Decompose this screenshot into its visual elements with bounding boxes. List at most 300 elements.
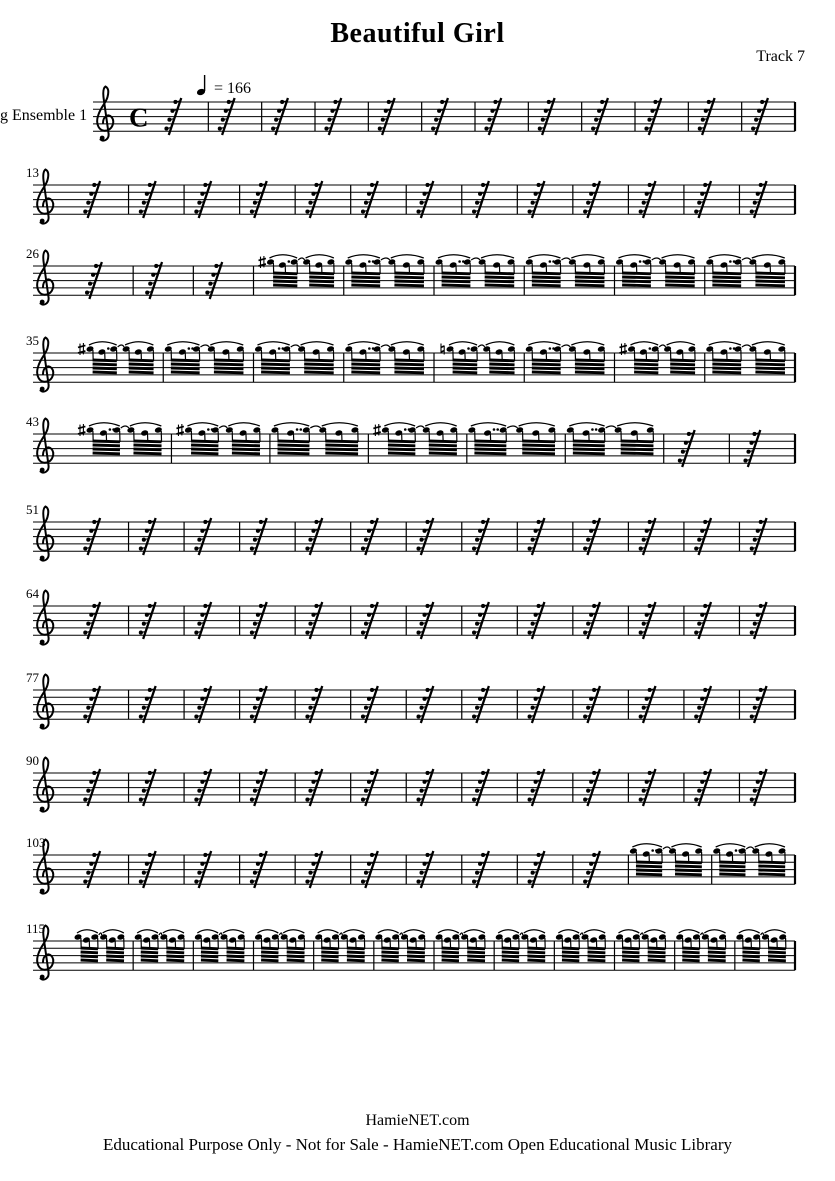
beam [532, 368, 561, 369]
slur [348, 255, 380, 258]
beam [648, 952, 666, 953]
beamed-note-group [736, 930, 761, 961]
tie [279, 933, 282, 935]
beam [575, 277, 605, 278]
augmentation-dot [92, 935, 95, 938]
beam [712, 277, 741, 278]
beamed-note-group [629, 844, 663, 875]
treble-clef-icon [37, 338, 53, 392]
staff-system-43 [26, 414, 795, 473]
beam [712, 364, 741, 365]
beam [351, 368, 380, 369]
augmentation-dot [591, 428, 594, 431]
augmentation-dot [372, 260, 375, 263]
beam [347, 960, 365, 961]
beam [712, 372, 741, 373]
augmentation-dot [493, 428, 496, 431]
beam [232, 445, 260, 446]
notes-measure-content [706, 342, 786, 373]
beam [670, 364, 695, 365]
beam [214, 372, 244, 373]
beam [575, 281, 605, 282]
slur [519, 423, 555, 426]
beam [287, 960, 305, 961]
beamed-note-group [555, 930, 580, 961]
beam [532, 281, 561, 282]
beam [351, 277, 380, 278]
page-title: Beautiful Girl [330, 18, 505, 49]
page-footer [0, 1112, 835, 1155]
tie [219, 426, 227, 428]
tie [460, 933, 463, 935]
slur [464, 930, 485, 933]
beam [665, 285, 695, 286]
beam [522, 445, 555, 446]
staff-system-51 [26, 502, 795, 561]
slur [210, 342, 243, 345]
slur [471, 423, 506, 426]
beamed-note-group [641, 930, 667, 961]
measure-number: 90 [26, 753, 39, 768]
augmentation-dot [733, 347, 736, 350]
augmentation-dot [95, 935, 98, 938]
slur [716, 844, 746, 847]
beam [665, 281, 695, 282]
measure [176, 423, 261, 454]
treble-clef-icon [37, 251, 53, 305]
treble-clef-icon [37, 507, 53, 561]
beam [429, 445, 457, 446]
beam [442, 277, 471, 278]
beam [622, 952, 639, 953]
beamed-note-group [254, 930, 279, 961]
tie [381, 258, 390, 260]
treble-clef-icon [37, 170, 53, 224]
slur [449, 342, 477, 345]
beam [129, 368, 154, 369]
measure [74, 930, 125, 961]
slur [270, 255, 298, 258]
augmentation-dot [462, 260, 465, 263]
augmentation-dot [633, 935, 636, 938]
tie [339, 933, 342, 935]
slur [438, 930, 459, 933]
beam [227, 956, 245, 957]
beam [682, 956, 699, 957]
beam [742, 960, 759, 961]
beamed-note-group [706, 342, 743, 373]
beam [708, 956, 726, 957]
notes-measure-content [375, 930, 426, 961]
beamed-note-group [468, 423, 508, 454]
beamed-note-group [568, 255, 605, 286]
beam [755, 372, 785, 373]
beamed-note-group [345, 255, 382, 286]
beam [453, 368, 478, 369]
beamed-note-group [627, 342, 659, 373]
measure [254, 930, 305, 961]
beamed-note-group [184, 423, 219, 454]
staff-system-64 [26, 586, 795, 645]
beamed-note-group [86, 423, 121, 454]
measure [259, 255, 336, 286]
measure [435, 930, 486, 961]
augmentation-dot [211, 428, 214, 431]
beam [708, 960, 726, 961]
measure [373, 423, 458, 454]
beam [622, 960, 639, 961]
beamed-note-group [375, 930, 400, 961]
beamed-note-group [752, 844, 787, 875]
slur [709, 255, 741, 258]
slur [301, 342, 334, 345]
slur [571, 342, 604, 345]
notes-measure-content [78, 423, 163, 454]
tie [761, 933, 764, 935]
tie [659, 345, 665, 347]
beam [304, 372, 334, 373]
slur [403, 930, 424, 933]
beam [309, 277, 334, 278]
tie [416, 426, 424, 428]
beamed-note-group [435, 255, 472, 286]
beam [573, 445, 605, 446]
beam [141, 960, 158, 961]
beam [141, 956, 158, 957]
slur [343, 930, 364, 933]
beamed-note-group [566, 423, 606, 454]
beam [467, 956, 485, 957]
beam [442, 285, 471, 286]
beam [407, 960, 425, 961]
beam [381, 956, 398, 957]
slur [667, 342, 695, 345]
measure [164, 342, 244, 373]
beamed-note-group [525, 255, 562, 286]
beam [522, 449, 555, 450]
augmentation-dot [729, 260, 732, 263]
beam [394, 368, 424, 369]
augmentation-dot [299, 428, 302, 431]
beam [665, 277, 695, 278]
slur [130, 423, 161, 426]
beam [719, 866, 745, 867]
beam [675, 874, 702, 875]
tie [606, 426, 616, 428]
augmentation-dot [336, 935, 339, 938]
beamed-note-group [435, 930, 460, 961]
beam [214, 364, 244, 365]
beam [742, 956, 759, 957]
beamed-note-group [446, 342, 478, 373]
slur [671, 844, 701, 847]
notes-measure-content [736, 930, 787, 961]
staff-system-35 [26, 333, 795, 392]
beam [467, 952, 485, 953]
slur [619, 255, 651, 258]
beam [201, 956, 218, 957]
beamed-note-group [614, 423, 655, 454]
slur [739, 930, 760, 933]
slur [752, 342, 785, 345]
tie [400, 933, 403, 935]
notes-measure-content [468, 423, 556, 454]
slur [137, 930, 158, 933]
beam [675, 870, 702, 871]
measure [615, 930, 666, 961]
beam [351, 281, 380, 282]
staff-system-1 [93, 87, 795, 141]
measure-number: 64 [26, 586, 39, 601]
treble-clef-icon [97, 87, 113, 141]
slur [528, 255, 560, 258]
beamed-note-group [340, 930, 366, 961]
beamed-note-group [761, 930, 787, 961]
beam [562, 952, 579, 953]
beamed-note-group [381, 423, 416, 454]
beamed-note-group [712, 844, 746, 875]
beam [129, 372, 154, 373]
beam [278, 453, 310, 454]
beam [93, 368, 117, 369]
measure [78, 342, 155, 373]
beam [93, 449, 120, 450]
beam [394, 364, 424, 365]
notes-measure-content [525, 255, 605, 286]
beam [133, 449, 161, 450]
augmentation-dot [404, 428, 407, 431]
beam [575, 364, 605, 365]
slur [125, 342, 153, 345]
beam [261, 960, 278, 961]
beam [755, 285, 785, 286]
augmentation-dot [652, 347, 655, 350]
tie [381, 345, 390, 347]
slur [258, 342, 290, 345]
beam [201, 960, 218, 961]
measure [441, 342, 516, 373]
tie [507, 426, 517, 428]
slur [348, 342, 380, 345]
beamed-note-group [127, 423, 163, 454]
beam [712, 368, 741, 369]
augmentation-dot [109, 428, 112, 431]
slur [558, 930, 579, 933]
beamed-note-group [388, 255, 425, 286]
beam [232, 453, 260, 454]
beam [351, 364, 380, 365]
beam [532, 372, 561, 373]
beam [351, 372, 380, 373]
beamed-note-group [314, 930, 339, 961]
tie [561, 258, 570, 260]
notes-measure-content [254, 930, 305, 961]
tie [520, 933, 523, 935]
beam [527, 952, 545, 953]
beam [622, 956, 639, 957]
staff-system-26 [26, 246, 795, 305]
beam [562, 960, 579, 961]
tie [700, 933, 703, 935]
beam [634, 368, 658, 369]
slur [187, 423, 218, 426]
measure [712, 844, 786, 875]
augmentation-dot [738, 849, 741, 852]
beam [675, 866, 702, 867]
beam [287, 952, 305, 953]
beamed-note-group [701, 930, 727, 961]
beam [351, 285, 380, 286]
beamed-note-group [271, 423, 311, 454]
slur [528, 342, 560, 345]
beam [133, 445, 161, 446]
tie [652, 258, 661, 260]
beam [758, 866, 785, 867]
notes-measure-content [620, 342, 697, 373]
augmentation-dot [282, 347, 285, 350]
beam [227, 952, 245, 953]
beam [278, 445, 310, 446]
augmentation-dot [207, 428, 210, 431]
slur [438, 255, 470, 258]
tie [298, 258, 304, 260]
measure [375, 930, 426, 961]
beam [129, 364, 154, 365]
beam [532, 364, 561, 365]
notes-measure-content [706, 255, 786, 286]
beam [634, 372, 658, 373]
beam [453, 364, 478, 365]
augmentation-dot [368, 347, 371, 350]
beam [573, 449, 605, 450]
slur [524, 930, 545, 933]
slur [764, 930, 785, 933]
beamed-note-group [663, 342, 696, 373]
beam [309, 281, 334, 282]
beam [133, 453, 161, 454]
beam [719, 870, 745, 871]
notes-measure-content [78, 342, 155, 373]
tie [640, 933, 643, 935]
beam [171, 364, 200, 365]
tie [99, 933, 102, 935]
augmentation-dot [753, 935, 756, 938]
beam [712, 281, 741, 282]
augmentation-dot [496, 428, 499, 431]
notes-measure-content [566, 423, 654, 454]
measure [194, 930, 245, 961]
measure-number: 13 [26, 165, 39, 180]
slur [617, 423, 653, 426]
notes-measure-content [525, 342, 605, 373]
measure [706, 342, 786, 373]
beamed-note-group [615, 255, 652, 286]
beam [682, 960, 699, 961]
beam [304, 364, 334, 365]
beam [166, 952, 184, 953]
beam [388, 453, 415, 454]
measure [615, 255, 695, 286]
tie [742, 258, 751, 260]
beam [273, 281, 297, 282]
beam [191, 449, 218, 450]
measure [525, 342, 605, 373]
beam [442, 960, 459, 961]
beamed-note-group [495, 930, 520, 961]
augmentation-dot [456, 935, 459, 938]
measure-number: 77 [26, 670, 39, 685]
beam [467, 960, 485, 961]
beam [388, 449, 415, 450]
tie [200, 345, 209, 347]
beam [502, 960, 519, 961]
tempo-text: = 166 [214, 80, 252, 97]
augmentation-dot [392, 935, 395, 938]
beam [166, 956, 184, 957]
beam [588, 952, 606, 953]
beam [489, 364, 514, 365]
augmentation-dot [296, 428, 299, 431]
beam [621, 453, 654, 454]
slur [662, 255, 695, 258]
beam [502, 956, 519, 957]
beamed-note-group [302, 255, 335, 286]
beam [429, 449, 457, 450]
augmentation-dot [332, 935, 335, 938]
beam [575, 372, 605, 373]
measure [675, 930, 726, 961]
augmentation-dot [549, 347, 552, 350]
beam [575, 285, 605, 286]
beamed-note-group [521, 930, 547, 961]
tie [663, 847, 670, 849]
augmentation-dot [655, 849, 658, 852]
augmentation-dot [757, 935, 760, 938]
measure-number: 115 [26, 921, 46, 936]
slur [498, 930, 519, 933]
beam [502, 952, 519, 953]
beam [287, 956, 305, 957]
beam [442, 281, 471, 282]
beam [621, 449, 654, 450]
treble-clef-icon [37, 419, 53, 473]
beam [588, 956, 606, 957]
beam [93, 453, 120, 454]
slur [569, 423, 604, 426]
beamed-note-group [319, 423, 360, 454]
augmentation-dot [735, 849, 738, 852]
tie [118, 345, 124, 347]
beam [453, 372, 478, 373]
slur [632, 844, 662, 847]
beam [670, 372, 695, 373]
slur [704, 930, 725, 933]
beam [325, 453, 358, 454]
beamed-note-group [749, 255, 786, 286]
beamed-note-group [194, 930, 219, 961]
augmentation-dot [111, 347, 114, 350]
augmentation-dot [471, 347, 474, 350]
beam [742, 952, 759, 953]
treble-clef-icon [37, 675, 53, 729]
augmentation-dot [513, 935, 516, 938]
beam [106, 952, 124, 953]
beam [278, 449, 310, 450]
augmentation-dot [733, 260, 736, 263]
beam [719, 874, 745, 875]
beam [227, 960, 245, 961]
beam [527, 960, 545, 961]
